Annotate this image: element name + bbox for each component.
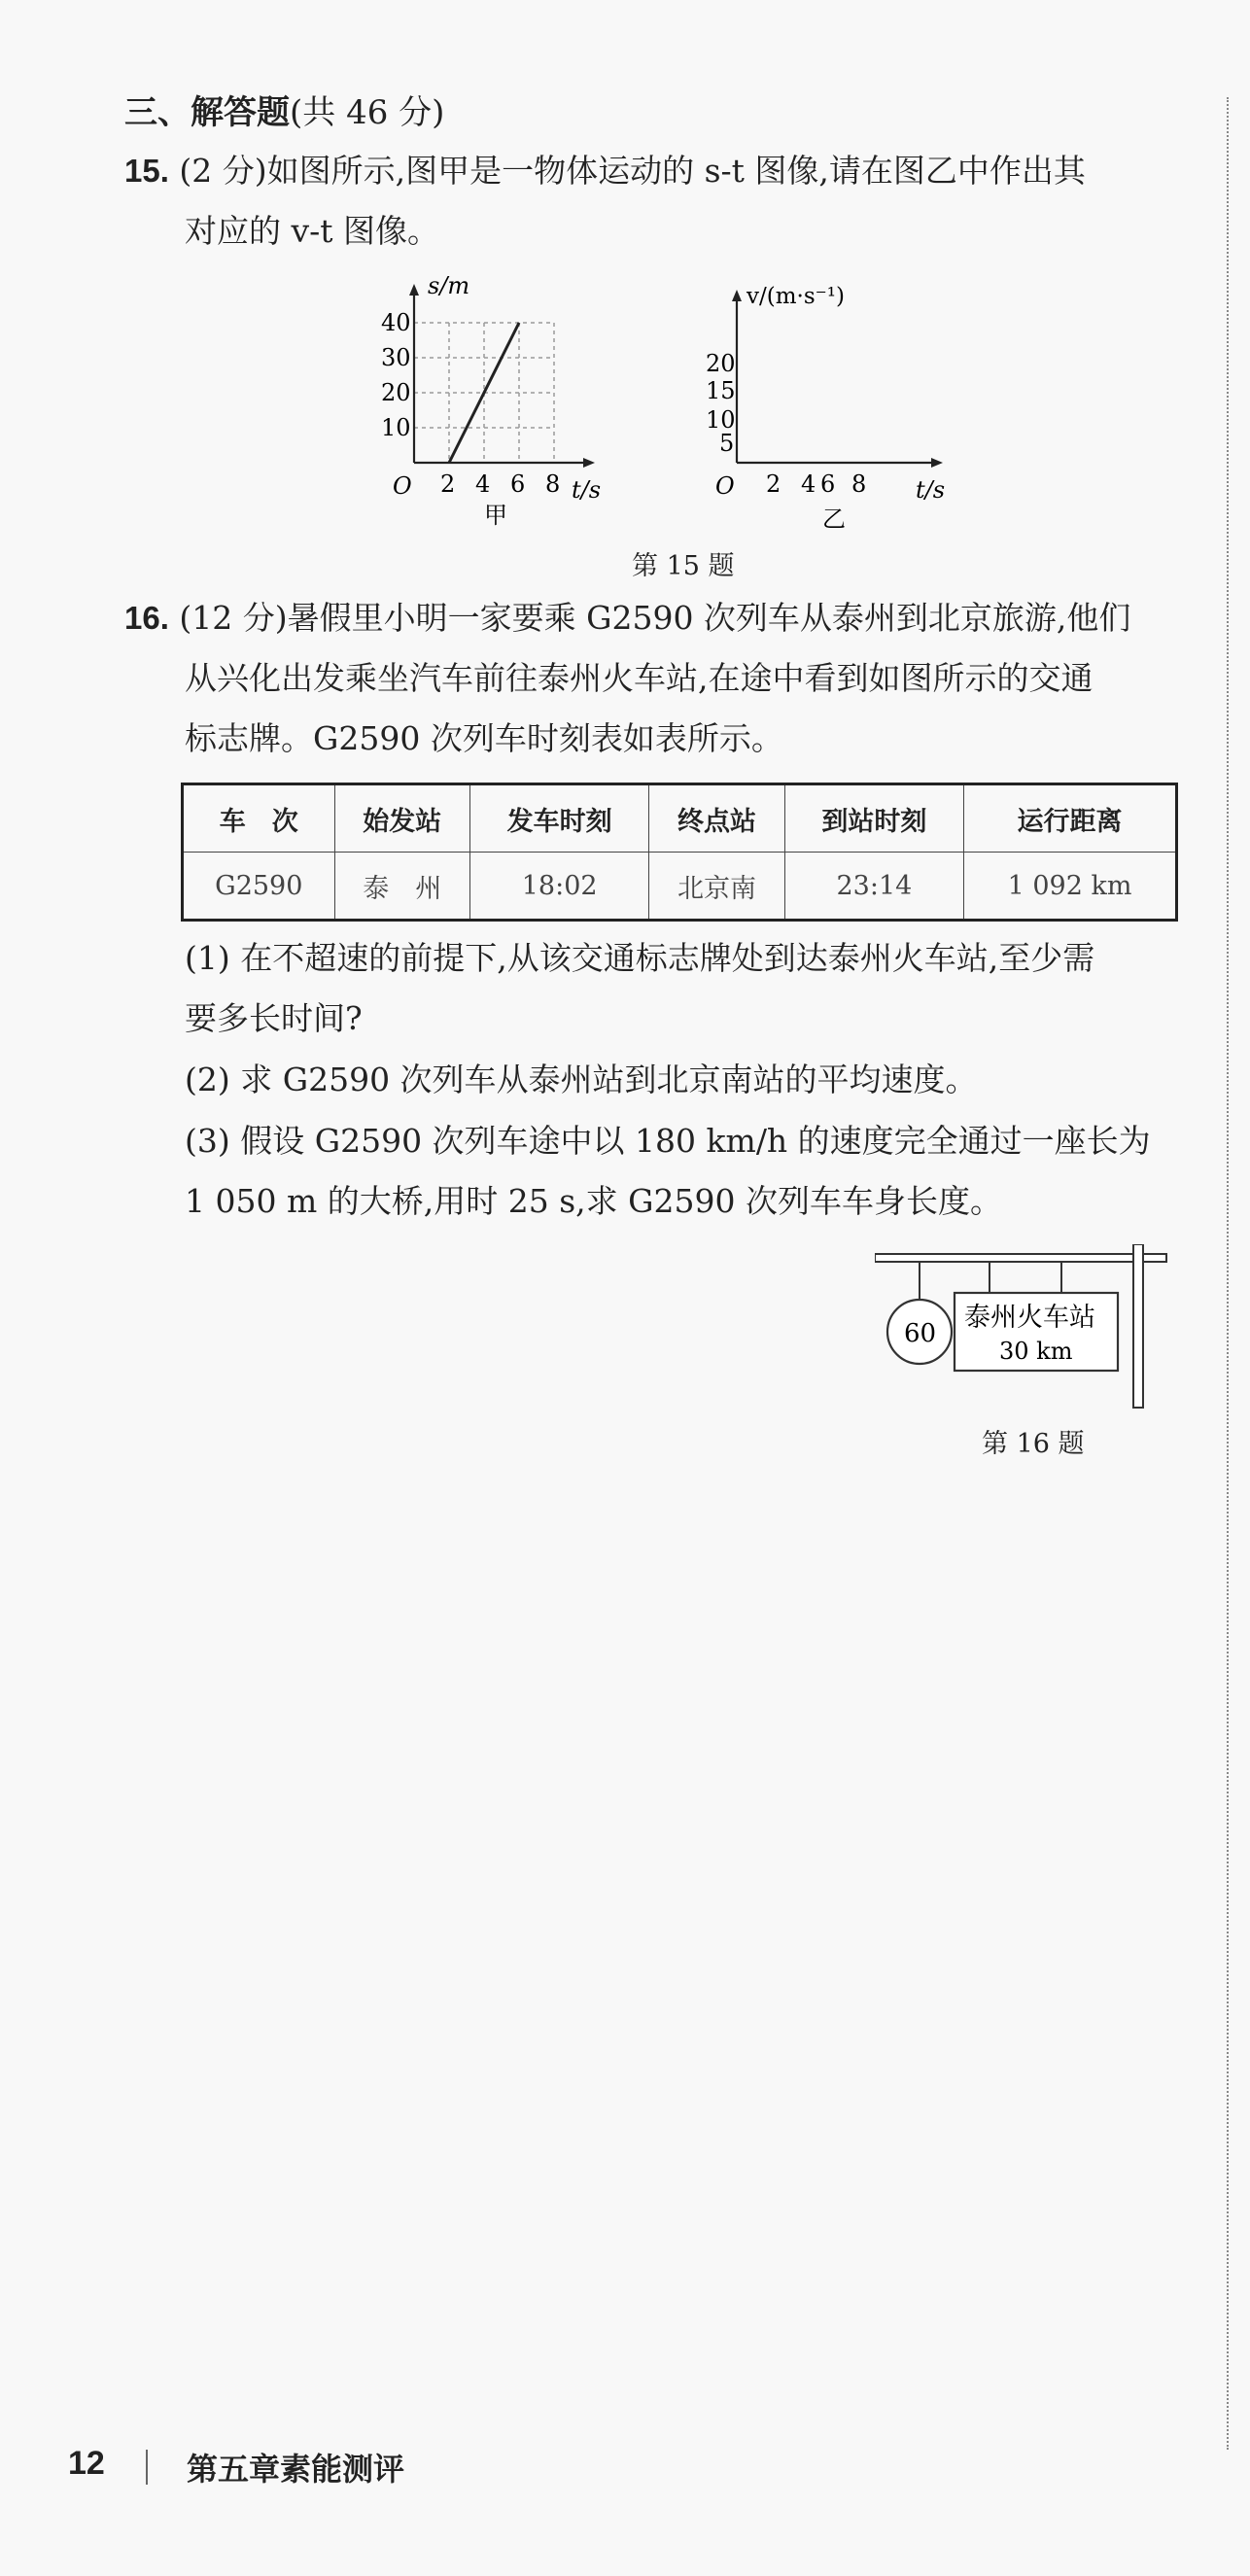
q16-text-1: (12 分)暑假里小明一家要乘 G2590 次列车从泰州到北京旅游,他们 (179, 599, 1131, 637)
q15-number: 15. (124, 153, 169, 189)
q16-line3: 标志牌。G2590 次列车时刻表如表所示。 (185, 719, 783, 757)
sign-station: 泰州火车站 (964, 1303, 1095, 1333)
table-cell: 1 092 km (964, 853, 1177, 921)
section-points: (共 46 分) (290, 93, 445, 132)
q16-number: 16. (124, 600, 169, 636)
table-cell: 泰 州 (334, 853, 469, 921)
graph-st-ytick: 30 (381, 344, 411, 371)
margin-dotted-line (1227, 97, 1229, 2450)
graph-vt-xtick: 4 (801, 470, 816, 498)
footer-chapter-title: 第五章素能测评 (187, 2451, 405, 2488)
graph-st-xtick: 2 (440, 470, 456, 498)
table-cell: 北京南 (649, 853, 784, 921)
q16-caption: 第 16 题 (982, 1429, 1085, 1459)
q16-line2: 从兴化出发乘坐汽车前往泰州火车站,在途中看到如图所示的交通 (185, 659, 1094, 697)
graph-vt-xtick: 6 (820, 470, 836, 498)
graph-st (379, 272, 642, 535)
graph-st-xtick: 4 (475, 470, 491, 498)
q16-sub1-line2: 要多长时间? (185, 999, 363, 1037)
table-header-cell: 车 次 (183, 784, 335, 853)
q15-line2: 对应的 v-t 图像。 (185, 212, 440, 250)
section-title: 三、解答题 (124, 93, 290, 132)
q15-text-1: (2 分)如图所示,图甲是一物体运动的 s-t 图像,请在图乙中作出其 (179, 152, 1086, 190)
table-header-cell: 运行距离 (964, 784, 1177, 853)
graph-vt-xtick: 8 (851, 470, 867, 498)
table-cell: 23:14 (784, 853, 963, 921)
graph-vt-ylabel: v/(m·s⁻¹) (747, 284, 845, 309)
graph-st-label: 甲 (484, 502, 507, 529)
table-row (183, 853, 1177, 921)
q15-line1 (124, 141, 1086, 201)
graph-vt-ytick: 10 (706, 406, 736, 434)
graph-vt-origin: O (715, 472, 735, 500)
graph-vt-xtick: 2 (766, 470, 781, 498)
graph-st-ytick: 20 (381, 379, 411, 406)
graph-vt-xlabel: t/s (916, 476, 946, 504)
q16-sub3-line2: 1 050 m 的大桥,用时 25 s,求 G2590 次列车车身长度。 (185, 1182, 1002, 1220)
q16-sub3-line1: (3) 假设 G2590 次列车途中以 180 km/h 的速度完全通过一座长为 (185, 1122, 1151, 1160)
traffic-sign (875, 1244, 1186, 1410)
graph-st-xtick: 8 (545, 470, 561, 498)
table-cell: 18:02 (470, 853, 649, 921)
q16-sub1-line1: (1) 在不超速的前提下,从该交通标志牌处到达泰州火车站,至少需 (185, 939, 1095, 977)
page-number: 12 (68, 2445, 105, 2482)
speed-limit-value: 60 (904, 1319, 937, 1348)
train-timetable (181, 783, 1178, 922)
section-heading (124, 86, 444, 133)
table-cell: G2590 (183, 853, 335, 921)
graph-st-xtick: 6 (510, 470, 526, 498)
q16-sub2: (2) 求 G2590 次列车从泰州站到北京南站的平均速度。 (185, 1061, 978, 1098)
table-header-row (183, 784, 1177, 853)
graph-st-ylabel: s/m (428, 272, 470, 299)
graph-vt-ytick: 15 (706, 377, 736, 404)
sign-distance: 30 km (999, 1338, 1073, 1365)
graph-st-xlabel: t/s (572, 476, 602, 504)
graph-vt-ytick: 5 (719, 430, 735, 457)
q15-caption: 第 15 题 (632, 551, 735, 581)
graph-vt (700, 272, 982, 535)
q16-line1 (124, 588, 1130, 648)
table-header-cell: 始发站 (334, 784, 469, 853)
graph-st-origin: O (393, 472, 412, 500)
table-header-cell: 发车时刻 (470, 784, 649, 853)
table-header-cell: 终点站 (649, 784, 784, 853)
graph-st-ytick: 10 (381, 414, 411, 441)
graph-vt-ytick: 20 (706, 350, 736, 377)
table-header-cell: 到站时刻 (784, 784, 963, 853)
footer-divider (146, 2450, 148, 2485)
graph-st-ytick: 40 (381, 309, 411, 336)
graph-vt-label: 乙 (822, 505, 846, 533)
